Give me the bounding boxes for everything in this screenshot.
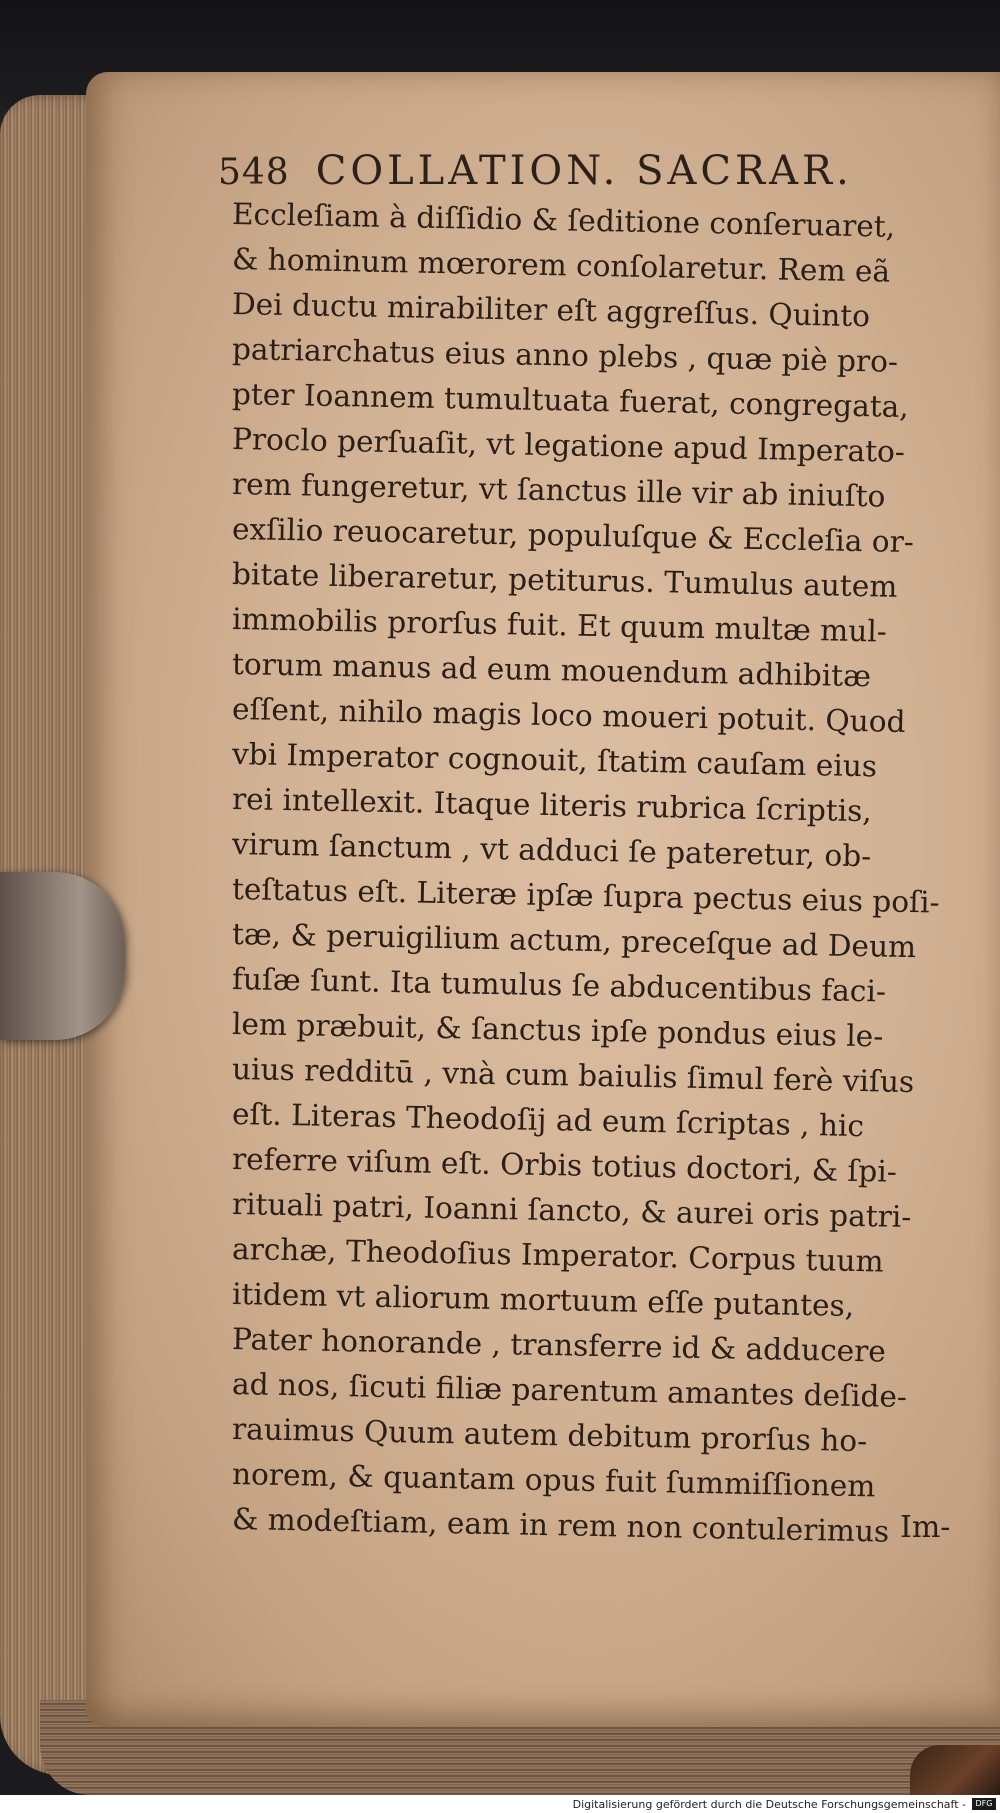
text-line: lem præbuit, & ſanctus ipſe pondus eius le- (231, 1007, 884, 1054)
text-line: exſilio reuocaretur, populuſque & Eccleſia or- (231, 512, 915, 560)
text-line: itidem vt aliorum mortuum eſſe putantes, (231, 1277, 855, 1323)
footer-bar (0, 1795, 1000, 1813)
text-line: Proclo perſuaſit, vt legatione apud Imperato- (231, 422, 906, 469)
text-line: virum ſanctum , vt adduci ſe pateretur, ob- (231, 827, 872, 874)
body-text (231, 192, 962, 1549)
text-line: vbi Imperator cognouit, ſtatim cauſam eius (231, 737, 878, 784)
footer-credit: Digitalisierung gefördert durch die Deutsche Forschungsgemeinschaft - (572, 1797, 966, 1811)
page-number: 548 (218, 152, 290, 193)
running-head (218, 148, 908, 194)
text-line: tæ, & peruigilium actum, preceſque ad Deum (231, 917, 917, 965)
text-line: & hominum mœrorem conſolaretur. Rem eã (231, 242, 891, 289)
text-line: rauimus Quum autem debitum prorſus ho- (231, 1412, 868, 1459)
text-line: norem, & quantam opus fuit ſummiſſionem (231, 1457, 876, 1504)
text-line: archæ, Theodoſius Imperator. Corpus tuum (231, 1232, 884, 1279)
binding-corner (910, 1745, 1000, 1795)
text-line: eſſent, nihilo magis loco moueri potuit. Quod (231, 692, 906, 739)
catchword: Im- (900, 1510, 951, 1545)
text-line: torum manus ad eum mouendum adhibitæ (231, 647, 872, 694)
dfg-logo: DFG (972, 1798, 996, 1810)
text-line: rem fungeretur, vt ſanctus ille vir ab iniuſto (231, 467, 886, 514)
text-line: Eccleſiam à diſſidio & ſeditione conſeruaret, (231, 197, 896, 244)
text-line: teſtatus eſt. Literæ ipſæ ſupra pectus eius poſi- (231, 872, 940, 920)
text-line: Dei ductu mirabiliter eſt aggreſſus. Quinto (231, 287, 871, 334)
text-line: ad nos, ſicuti filiæ parentum amantes deſide- (231, 1367, 908, 1414)
text-line: rei intellexit. Itaque literis rubrica ſcriptis, (231, 782, 873, 829)
text-line: pter Ioannem tumultuata fuerat, congregata, (231, 377, 910, 424)
text-line: rituali patri, Ioanni ſancto, & aurei oris patri- (231, 1187, 912, 1235)
text-line: eſt. Literas Theodoſij ad eum ſcriptas , hic (231, 1097, 865, 1144)
text-line: bitate liberaretur, petiturus. Tumulus autem (231, 557, 898, 604)
text-line: referre viſum eſt. Orbis totius doctori, & ſpi- (231, 1142, 898, 1189)
running-title: COLLATION. SACRAR. (315, 148, 853, 194)
text-line: patriarchatus eius anno plebs , quæ piè pro- (231, 332, 899, 379)
text-line: & modeſtiam, eam in rem non contulerimus (231, 1502, 890, 1549)
metal-clasp (0, 872, 125, 1040)
text-line: fuſæ ſunt. Ita tumulus ſe abducentibus faci- (231, 962, 887, 1009)
text-line: Pater honorande , transferre id & adducere (231, 1322, 887, 1369)
text-line: uius redditū , vnà cum baiulis ſimul ferè viſus (231, 1052, 915, 1100)
text-line: immobilis prorſus fuit. Et quum multæ mul- (231, 602, 888, 649)
